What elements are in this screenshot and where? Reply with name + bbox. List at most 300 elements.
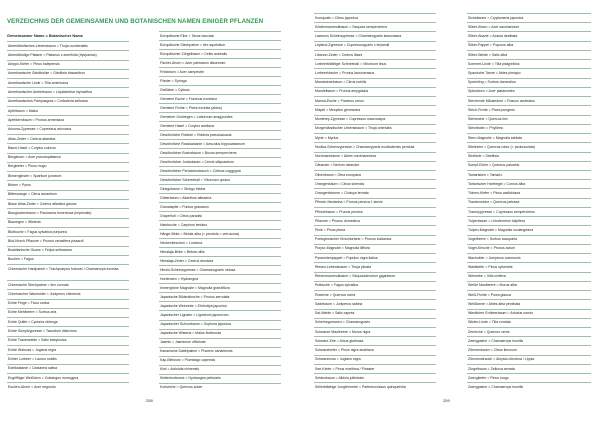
plant-name-entry: Tulpen-Magnolie = Magnolia soulangeana: [468, 227, 534, 232]
plant-name-entry: Traubeneiche = Quercus petraea: [468, 200, 520, 205]
plant-name-entry: Gemeine Esche = Fraxinus excelsior: [160, 96, 218, 101]
list-item: [467, 244, 591, 253]
list-item: [7, 153, 129, 162]
list-item: [314, 198, 436, 207]
list-item: [467, 96, 591, 105]
list-item: [159, 193, 281, 202]
list-item: [467, 345, 591, 354]
plant-name-entry: Zwergpalme = Chamaerops humilis: [468, 338, 524, 343]
plant-name-entry: Myrte = Myrtus: [315, 135, 339, 140]
plant-name-entry: Echte Walnuss = Juglans regia: [8, 347, 57, 352]
plant-name-entry: Hinoki-Scheinzypresse = Chamaecyparis obtusa: [160, 268, 236, 272]
list-item: [159, 265, 281, 274]
plant-name-entry: Chinesischer Wacholder = Juniperus chinensis: [8, 291, 81, 296]
plant-name-entry: Götterbaum = Ailanthus altissima: [160, 195, 212, 200]
plant-name-entry: Lorbeerblättriger Schneeball = Viburnum tinus: [315, 61, 387, 66]
list-item: [314, 253, 436, 262]
list-item: [7, 50, 129, 59]
plant-name-entry: Amerikanische Gleditschie = Gleditzia triacanthos: [8, 71, 85, 76]
list-item: [314, 59, 436, 68]
plant-name-entry: Buchen = Fagus: [8, 257, 34, 262]
list-item: [467, 22, 591, 31]
plant-name-entry: Spitzahorn = Acer platanoides: [468, 89, 515, 94]
list-item: [159, 320, 281, 329]
plant-name-entry: See-Kiefer = Pinus maritima / Pinaster: [315, 366, 375, 371]
plant-name-entry: Sicheltanne = Cryptomeria japonica: [468, 15, 524, 20]
list-item: [467, 87, 591, 96]
list-item: [7, 134, 129, 143]
plant-name-entry: Blutbuche = Fagus sylvatica purpurea: [8, 229, 67, 234]
list-item: [159, 94, 281, 103]
plant-name-entry: Schwarz-Erle = Alnus glutinosa: [315, 338, 364, 343]
list-item: [7, 60, 129, 69]
plant-name-entry: Ginkgobaum = Ginkgo biloba: [160, 186, 206, 191]
plant-name-entry: Tulpenbaum = Liriodendron tulipifera: [468, 218, 525, 223]
list-item: [159, 148, 281, 157]
plant-name-entry: Roteiche = Quercus rubra: [315, 292, 356, 297]
list-item: [314, 87, 436, 96]
list-item: [314, 244, 436, 253]
list-item: [7, 78, 129, 87]
list-item: [7, 41, 129, 50]
list-item: [314, 124, 436, 133]
name-list: [7, 41, 129, 392]
list-item: [7, 162, 129, 171]
plant-name-entry: Gewöhnlicher Judasbaum = Cercis siliquastrum: [160, 159, 235, 164]
plant-name-entry: Weiße Maulbeere = Morus alba: [468, 283, 517, 288]
plant-name-entry: Fächer-Ahorn = Acer palmatum dissectum: [160, 60, 226, 65]
list-item: [7, 171, 129, 180]
plant-name-entry: Oleander = Nerium oleander: [315, 163, 360, 168]
list-item: [7, 236, 129, 245]
list-item: [159, 157, 281, 166]
list-item: [467, 78, 591, 87]
list-item: [7, 345, 129, 354]
plant-name-entry: Japanische Weinrebe = Ehrbottya japonica: [160, 304, 227, 309]
list-item: [159, 329, 281, 338]
list-item: [467, 115, 591, 124]
list-item: [159, 283, 281, 292]
plant-name-entry: Gemeine Fichte = Picea excelsa (abies): [160, 105, 222, 110]
list-item: [159, 211, 281, 220]
list-item: [7, 354, 129, 363]
list-item: [7, 190, 129, 199]
plant-name-entry: Europäische Eibe = Taxus baccata: [160, 33, 214, 38]
list-item: [7, 115, 129, 124]
list-item: [159, 67, 281, 76]
plant-name-entry: Weißtanne = Abies alba pectinata: [468, 301, 521, 306]
list-item: [314, 13, 436, 22]
list-item: [467, 216, 591, 225]
list-item: [159, 76, 281, 85]
plant-name-entry: Speierling = Sorbus domestica: [468, 80, 516, 85]
list-item: [159, 130, 281, 139]
list-item: [467, 170, 591, 179]
list-item: [7, 218, 129, 227]
plant-name-entry: Japanischer Liguster = Ligustrum japonicum: [160, 313, 229, 318]
plant-name-entry: Echte Feige = Ficus carica: [8, 301, 50, 306]
plant-name-entry: Vogelbeere = Sorbus aucuparia: [468, 237, 518, 242]
list-item: [314, 225, 436, 234]
plant-name-entry: Pfirsich Nectarina = Prunus persica f. laevis: [315, 200, 383, 205]
plant-name-entry: Echte Trauerweide = Salix babylonica: [8, 338, 67, 343]
list-item: [467, 124, 591, 133]
plant-name-entry: Echte Mehlbeere = Sorbus aria: [8, 310, 57, 315]
plant-name-entry: Portugiesischer Kirschlorbeer = Prunus lusitanica: [315, 237, 392, 242]
plant-name-entry: Jasmin = Jasminum officinale: [160, 340, 206, 345]
plant-name-entry: Lawsons Scheinzypresse = Chamaecyparis lawsoniana: [315, 34, 402, 39]
plant-name-entry: Nordmanntanne = Abies nordmanniana: [315, 154, 377, 159]
list-item: [314, 373, 436, 382]
list-item: [7, 308, 129, 317]
list-item: [467, 207, 591, 216]
list-item: [159, 347, 281, 356]
plant-name-entry: Gewöhnlicher Schneeball = Viburnum opulus: [160, 177, 230, 182]
list-item: [7, 106, 129, 115]
list-item: [159, 166, 281, 175]
plant-name-entry: Blut-Kirsch-Pflaume = Prunus cerasifera pissardi: [8, 238, 84, 243]
plant-name-entry: Zerreiche = Quercus cerris: [468, 329, 510, 334]
list-item: [467, 133, 591, 142]
plant-name-entry: Stieleiche = Quercus robur (= pedunculata): [468, 144, 535, 149]
plant-name-entry: Orangenbaum = Citrus sinensis: [315, 181, 365, 186]
list-item: [314, 299, 436, 308]
plant-name-entry: Scheinzypressen = Chamaecyparis: [315, 320, 370, 325]
plant-name-entry: Kletterhortensie = Hydrangea petiolaris: [160, 376, 221, 381]
plant-name-entry: Zwergkiefer = Pinus mugo: [468, 375, 509, 380]
plant-name-entry: Apfelkernbaum = Prunus armeniaca: [8, 117, 64, 122]
plant-name-entry: Echte Quitte = Cydonia oblonga: [8, 319, 58, 324]
plant-name-entry: Kiwi = Actinidia chinensis: [160, 367, 200, 372]
plant-name-entry: Riesen-Lebensbaum = Thuja plicata: [315, 264, 372, 269]
page-number-left: 258: [146, 398, 153, 403]
list-item: [314, 96, 436, 105]
list-item: [314, 355, 436, 364]
list-item: [159, 356, 281, 365]
plant-name-entry: Gemeiner Goldregen = Laburnum anagyroides: [160, 114, 233, 119]
plant-name-entry: Birken = Pyrus: [8, 183, 31, 188]
list-item: [7, 143, 129, 152]
list-item: [467, 299, 591, 308]
plant-name-entry: Tamarisken = Tamarix: [468, 172, 503, 177]
list-item: [159, 301, 281, 310]
list-item: [467, 309, 591, 318]
list-item: [314, 161, 436, 170]
plant-name-entry: Immergrüne Magnolie = Magnolia grandiflora: [160, 286, 230, 291]
list-item: [314, 41, 436, 50]
plant-name-entry: Apfelbaum = Malus: [8, 108, 39, 113]
list-item: [467, 225, 591, 234]
plant-name-entry: Pflaume = Prunus domestica: [315, 218, 360, 223]
plant-name-entry: Mispel = Mespilus germanica: [315, 107, 361, 112]
list-item: [7, 125, 129, 134]
plant-name-entry: Traueryypresse = Cupressus sempervirens: [468, 209, 535, 214]
list-item: [159, 247, 281, 256]
list-item: [467, 382, 591, 391]
plant-name-entry: Europäischer Zürgelbaum = Celtis australis: [160, 51, 228, 56]
plant-name-entry: Japanische Wisteria = Malus floribunda: [160, 331, 221, 336]
list-item: [467, 327, 591, 336]
list-item: [7, 199, 129, 208]
plant-name-entry: Pinie = Pinus pinea: [315, 227, 346, 232]
plant-name-entry: Eschen-Ahorn = Acer negundo: [8, 384, 56, 389]
plant-name-entry: Wacholder = Juniperus communis: [468, 255, 521, 260]
list-item: [159, 256, 281, 265]
page-number-right: 259: [443, 398, 450, 403]
plant-name-entry: Mandarinenbaum = Citrus nobilis: [315, 80, 367, 85]
list-item: [7, 208, 129, 217]
plant-name-entry: Strelitzie = Strelitzia: [468, 154, 499, 159]
list-item: [467, 281, 591, 290]
list-item: [314, 78, 436, 87]
list-item: [467, 179, 591, 188]
list-item: [467, 59, 591, 68]
plant-name-entry: Riesenmammutbaum = Sequoiadendron giganteum: [315, 274, 396, 279]
plant-name-entry: Pyramidenpappel = Populus nigra italica: [315, 255, 378, 260]
list-item: [467, 188, 591, 197]
list-item: [159, 85, 281, 94]
plant-name-entry: Europäische Stechpalme = Ilex aquifolium: [160, 42, 226, 47]
plant-name-entry: Granatapfel = Punica granatum: [160, 204, 209, 209]
plant-name-entry: Arizona-Zypresse = Cupressus arizonica: [8, 127, 72, 132]
plant-name-entry: Bergahorn = Acer pseudoplatanus: [8, 155, 62, 160]
plant-name-entry: Tartarischer Hartriegel = Cornus alba: [468, 181, 526, 186]
list-item: [467, 336, 591, 345]
list-item: [314, 382, 436, 391]
plant-name-entry: Monterey-Zypresse = Cupressus macrocarpa: [315, 117, 386, 122]
plant-name-entry: Sellerblättrige Jungfernrebe = Parthenocissus quinquefolia: [315, 384, 406, 389]
list-item: [159, 238, 281, 247]
list-item: [314, 336, 436, 345]
list-item: [314, 235, 436, 244]
plant-name-entry: Kanarische Dattelpalme = Phoenix canariensis: [160, 349, 233, 354]
list-item: [314, 309, 436, 318]
plant-name-entry: Stech-Fichte = Picea pungens: [468, 107, 515, 112]
plant-name-entry: Aleppo-Kiefer = Pinus halepensis: [8, 62, 60, 67]
list-item: [467, 355, 591, 364]
plant-name-entry: Silber-Weide = Salix alba: [468, 52, 508, 57]
plant-name-entry: Schwarzkiefer = Pinus nigra austriaca: [315, 348, 374, 353]
list-item: [7, 299, 129, 308]
plant-name-entry: Sadebaum = Juniperus sabina: [315, 301, 363, 306]
plant-name-entry: Tränen-Kiefer = Pinus wallichiana: [468, 191, 521, 196]
list-item: [467, 373, 591, 382]
list-item: [314, 170, 436, 179]
list-item: [314, 327, 436, 336]
list-item: [467, 272, 591, 281]
list-item: [314, 262, 436, 271]
list-item: [159, 112, 281, 121]
list-item: [467, 152, 591, 161]
list-item: [467, 198, 591, 207]
plant-name-entry: Westlicher Erdbeerbaum = Arbutus unedo: [468, 311, 534, 316]
plant-name-entry: Blauglockenbaum = Paulownia tomentosa (imperialis): [8, 210, 92, 215]
list-item: [467, 142, 591, 151]
plant-name-entry: Amerikanischer Amberbaum = Liquidambar styraciflua: [8, 90, 92, 95]
list-item: [7, 246, 129, 255]
plant-name-entry: Geißklee = Cytisus: [160, 87, 190, 92]
plant-name-entry: Blaue Atlas-Zeder = Cedrus atlantica glauca: [8, 201, 77, 206]
list-item: [314, 133, 436, 142]
list-item: [314, 115, 436, 124]
plant-name-entry: Sal-Weide = Salix caprea: [315, 311, 355, 316]
list-item: [314, 105, 436, 114]
plant-name-entry: Feldahorn = Acer campestre: [160, 69, 205, 74]
plant-name-entry: Steinlinden = Phyllirea: [468, 126, 503, 131]
plant-name-entry: Flieder = Syringa: [160, 78, 187, 83]
plant-name-entry: Grapefruit = Citrus paradisi: [160, 213, 202, 218]
list-item: [159, 310, 281, 319]
list-item: [7, 97, 129, 106]
plant-name-entry: Spanische Tanne = Abies pinsapo: [468, 71, 521, 75]
list-item: [159, 338, 281, 347]
list-item: [467, 13, 591, 22]
list-item: [314, 272, 436, 281]
list-item: [159, 175, 281, 184]
list-item: [159, 121, 281, 130]
list-item: [7, 87, 129, 96]
plant-name-entry: Winter-Linde = Tilia cordata: [468, 320, 511, 325]
plant-name-entry: Japanischer Schnurbaum = Sophora japonica: [160, 322, 231, 327]
plant-name-entry: Abendländige Platane = Platanus x acerifolia (hyspanica): [8, 52, 97, 57]
plant-name-entry: Gewöhnliche Rosskastanie = Aesculus hippocastanum: [160, 141, 245, 146]
list-item: [159, 139, 281, 148]
list-item: [7, 317, 129, 326]
plant-name-entry: Rotbuche = Fagus sylvatica: [315, 283, 359, 288]
list-item: [159, 365, 281, 374]
plant-name-entry: Ölivenbaum = Olea europaea: [315, 172, 361, 177]
plant-name-entry: Waldkiefer = Pinus sylvestris: [468, 264, 513, 269]
plant-name-entry: Kumquats = Citrus japonica: [315, 15, 358, 20]
list-item: [159, 374, 281, 383]
plant-name-entry: Nootka-Scheinzypresse = Chamaecyparis nootkatensis pendula: [315, 144, 415, 149]
plant-name-entry: Kap-Bleiwurz = Plumbago capensis: [160, 358, 216, 363]
list-item: [467, 105, 591, 114]
plant-name-entry: Gewöhnliche Robinie = Robinia pseudoacacia: [160, 132, 232, 137]
plant-name-entry: Küstenmammutbaum = Sequoia sempervirens: [315, 24, 388, 29]
plant-name-entry: Chinesische Stechpalme = Ilex cornuta: [8, 282, 69, 287]
plant-name-entry: Lorbeerkirsche = Prunus laurocerasus: [315, 71, 375, 75]
list-item: [159, 383, 281, 392]
list-item: [159, 184, 281, 193]
page-title: VERZEICHNIS DER GEMEINSAMEN UND BOTANISCHEN NAMEN EINIGER PFLANZEN: [7, 18, 264, 25]
list-item: [467, 253, 591, 262]
plant-name-entry: Korkeiche = Quercus suber: [160, 385, 203, 390]
list-item: [159, 202, 281, 211]
plant-name-entry: Himalaja-Birke = Betula utilis: [160, 249, 205, 254]
list-item: [314, 345, 436, 354]
plant-name-entry: Himalaja-Zeder = Cedrus deodara: [160, 258, 214, 263]
plant-name-entry: Brasilianische Guave = Feijoa sellowiana: [8, 248, 72, 253]
plant-name-entry: Japanische Blütenkirsche = Prunus serrulata: [160, 295, 230, 300]
plant-name-entry: Blauregen = Wisteria: [8, 220, 41, 225]
plant-name-entry: Sumpf-Eiche = Quercus palustris: [468, 163, 520, 168]
list-item: [7, 326, 129, 335]
name-list: [467, 13, 591, 392]
list-item: [314, 290, 436, 299]
plant-name-entry: Gewöhnlicher Perückenstrauch = Cotinus coggygria: [160, 168, 241, 173]
plant-name-entry: Stechende Mäusedorn = Ruscus aculeatus: [468, 98, 535, 103]
list-item: [314, 179, 436, 188]
column-header: Gemeinsamer Name = Botanischer Name: [7, 33, 84, 38]
list-item: [7, 227, 129, 236]
plant-name-entry: Abendländisches Lebensbaum = Thuja occidentalis: [8, 43, 88, 48]
plant-name-entry: Hänge-Birke = Betula alba (= pendula = verrucosa): [160, 231, 240, 236]
list-item: [467, 318, 591, 327]
plant-name-entry: Bitterorange = Citrus aurantium: [8, 192, 57, 197]
plant-name-entry: Purpur-Magnolie = Magnolia liliflora: [315, 246, 370, 251]
list-item: [467, 68, 591, 77]
list-item: [314, 188, 436, 197]
plant-name-entry: Amerikanische Linde = Tilia americana: [8, 80, 69, 85]
plant-name-entry: Silber-Ahorn = Acer saccharinum: [468, 24, 520, 29]
plant-name-entry: Bergkiefer = Pinus mugo: [8, 164, 47, 169]
list-item: [314, 142, 436, 151]
plant-name-entry: Vogel-Kirsche = Prunus avium: [468, 246, 515, 251]
plant-name-entry: Baum-Hasel = Corylus colurna: [8, 145, 56, 150]
plant-name-entry: Gemeine Hasel = Corylus avellana: [160, 123, 214, 128]
name-list: [314, 13, 436, 392]
plant-name-entry: Leyland-Zypresse = Cupressocyparis x leylandii: [315, 43, 390, 48]
list-item: [467, 364, 591, 373]
plant-name-entry: Sommer-Linde = Tilia platyphillos: [468, 61, 520, 66]
list-item: [314, 68, 436, 77]
list-item: [159, 58, 281, 67]
plant-name-entry: Hainbuche = Carpinus betulus: [160, 222, 207, 227]
plant-name-entry: Echter Lorbeer = Laurus nobilis: [8, 356, 57, 361]
plant-name-entry: Morgenländischer Lebensbaum = Thuja orientalis: [315, 126, 392, 131]
plant-name-entry: Heckenkirschen = Lonicera: [160, 240, 203, 245]
list-item: [7, 364, 129, 373]
plant-name-entry: Atlas-Zeder = Cedrus atlantica: [8, 136, 56, 141]
list-item: [159, 103, 281, 112]
list-item: [314, 31, 436, 40]
list-item: [159, 292, 281, 301]
plant-name-entry: Gewöhnlicher Buchsbaum = Buxus sempervirens: [160, 150, 237, 155]
list-item: [159, 274, 281, 283]
name-list: [159, 31, 281, 392]
list-item: [467, 262, 591, 271]
list-item: [7, 280, 129, 289]
plant-name-entry: Seidenbaum = Albizia julibrissin: [315, 375, 365, 380]
list-item: [7, 264, 129, 280]
plant-name-entry: Silber-Pappel = Populus alba: [468, 43, 514, 48]
list-item: [467, 290, 591, 299]
plant-name-entry: Mandelbaum = Prunus amygdalus: [315, 89, 369, 94]
list-item: [467, 235, 591, 244]
plant-name-entry: Schwarznuss = Juglans nigra: [315, 357, 361, 362]
plant-name-entry: Zitronenbaum = Citrus limonum: [468, 348, 517, 353]
list-item: [7, 382, 129, 391]
plant-name-entry: Amerikanisches Pampasgras = Cortaderia selloana: [8, 99, 88, 104]
list-item: [7, 336, 129, 345]
plant-name-entry: Weiß-Fichte = Picea glauca: [468, 292, 511, 297]
plant-name-entry: Silber-Akazie = Acacia dealbata: [468, 34, 518, 39]
list-item: [314, 318, 436, 327]
list-item: [314, 216, 436, 225]
plant-name-entry: Manna-Esche = Fraxinus ornus: [315, 98, 364, 103]
plant-name-entry: Weinrebe = Vitis vinifera: [468, 274, 506, 279]
plant-name-entry: Stern-Magnolie = Magnolia stellata: [468, 135, 522, 140]
list-item: [314, 207, 436, 216]
list-item: [314, 364, 436, 373]
plant-name-entry: Zitronenstrauch = Aloysia citrodora / Lippia: [468, 357, 535, 362]
plant-name-entry: Engriffliger Weißdorn = Crataegus monogyna: [8, 375, 79, 380]
list-item: [467, 31, 591, 40]
list-item: [7, 373, 129, 382]
plant-name-entry: Zürgelbaum = Zelkova serrata: [468, 366, 515, 371]
plant-name-entry: Schwarze Maulbeere = Morus nigra: [315, 329, 371, 334]
